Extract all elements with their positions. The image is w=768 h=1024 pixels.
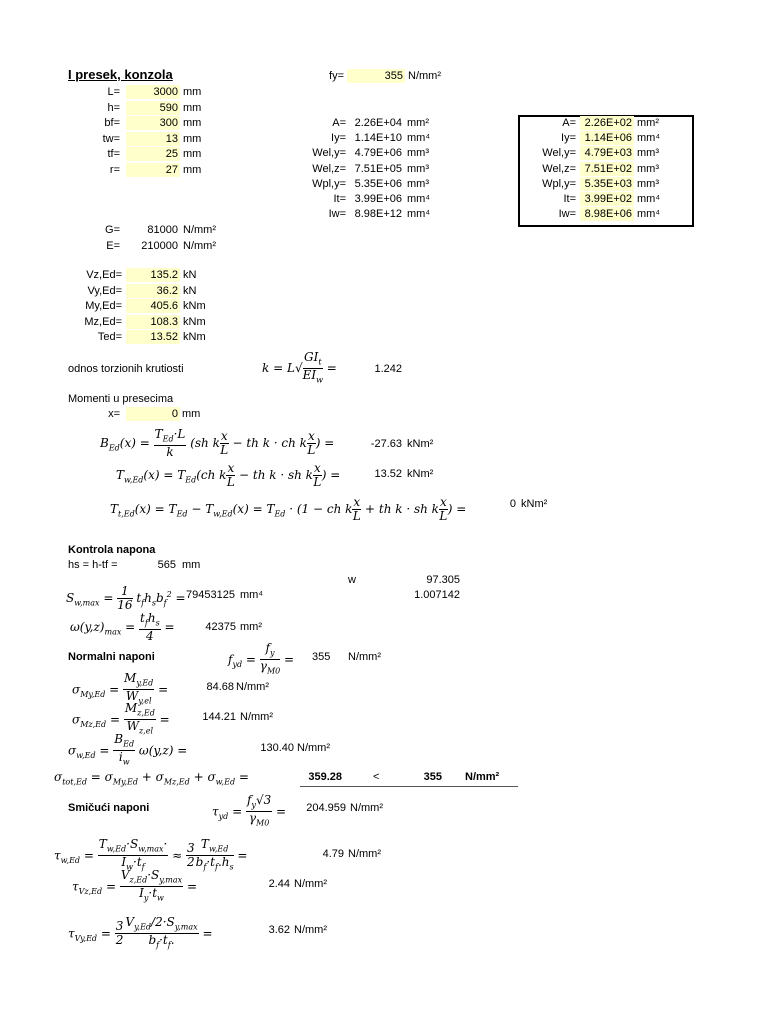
geometry-row-label: h= [107, 101, 120, 114]
sigma-mz-unit: N/mm² [240, 711, 273, 723]
property-row-value: 8.98E+12 [354, 208, 402, 221]
normal-stress-heading: Normalni naponi [68, 651, 155, 663]
scaled-property-row-label: Wel,z= [542, 162, 576, 175]
scaled-property-row-unit: mm³ [637, 162, 659, 175]
load-row-unit: kNm [183, 331, 206, 343]
torsion-value: 1.242 [374, 363, 402, 375]
geometry-row-unit: mm [183, 163, 202, 176]
load-row-value[interactable]: 405.6 [126, 299, 180, 313]
property-row-value: 4.79E+06 [354, 147, 402, 160]
x-value[interactable]: 0 [126, 407, 180, 421]
tau-w-value: 4.79 [322, 848, 344, 860]
scaled-property-row-value[interactable]: 4.79E+03 [580, 146, 634, 160]
sw-formula: $S_{w,max}$ = $\frac{1}{16}$ $t_fh_sb_f^2$ = [66, 584, 186, 612]
sigma-mz-formula: $\sigma_{Mz,Ed}$ = $\frac{M_{z,Ed}}{W_{z,el}}$ = [72, 701, 170, 736]
geometry-row-unit: mm [183, 132, 202, 145]
scaled-property-row-unit: mm³ [637, 177, 659, 190]
material-row-value: 210000 [141, 239, 178, 252]
omega-value: 42375 [205, 621, 236, 633]
total-underline [300, 786, 518, 787]
fyd-value: 355 [312, 651, 331, 663]
geometry-row-value[interactable]: 27 [126, 163, 180, 177]
fy-value[interactable]: 355 [347, 69, 405, 83]
hs-label: hs = h-tf = [68, 559, 118, 571]
stvenant-torsion-formula: $T_{t,Ed}(x) = T_{Ed} - T_{w,Ed}(x) = T_{Ed} \cdot (1$ − ch k $\frac{x}{L}$ + th k · sh k $\frac{x}{L}$ ) = [110, 495, 467, 523]
tau-vz-value: 2.44 [268, 878, 290, 890]
geometry-row-unit: mm [183, 101, 202, 114]
scaled-property-row-value[interactable]: 7.51E+02 [580, 162, 634, 176]
scaled-property-row-unit: mm³ [637, 147, 659, 160]
scaled-property-row-value[interactable]: 8.98E+06 [580, 207, 634, 221]
geometry-row-unit: mm [183, 117, 202, 129]
property-row-label: Iy= [331, 132, 346, 145]
material-row-unit: N/mm² [183, 224, 216, 236]
load-row-label: Vy,Ed= [87, 284, 122, 297]
property-row-label: Wpl,y= [312, 177, 346, 190]
property-row-unit: mm³ [407, 177, 429, 190]
scaled-property-row-value[interactable]: 3.99E+02 [580, 192, 634, 206]
material-row-label: G= [105, 224, 120, 236]
geometry-row-value[interactable]: 25 [126, 147, 180, 161]
geometry-row-value[interactable]: 3000 [126, 85, 180, 99]
geometry-row-label: tw= [102, 132, 120, 145]
load-row-value[interactable]: 135.2 [126, 268, 180, 282]
property-row-label: Iw= [328, 208, 346, 221]
load-row-label: My,Ed= [85, 300, 122, 312]
sigma-total-value: 359.28 [308, 771, 342, 783]
sigma-w-formula: $\sigma_{w,Ed}$ = $\frac{B_{Ed}}{i_w}$ ω(y,z) = [68, 732, 188, 767]
sigma-mz-value: 144.21 [202, 711, 236, 723]
moments-heading: Momenti u presecima [68, 393, 174, 405]
sigma-my-formula: $\sigma_{My,Ed}$ = $\frac{M_{y,Ed}}{W_{y,el}}$ = [72, 671, 169, 706]
geometry-row-label: bf= [104, 117, 120, 129]
tau-vy-value: 3.62 [268, 924, 290, 936]
scaled-property-row-label: Wel,y= [542, 147, 576, 160]
property-row-unit: mm² [407, 117, 429, 129]
geometry-row-label: L= [107, 86, 120, 98]
property-row-label: It= [333, 193, 346, 205]
property-row-unit: mm⁴ [407, 132, 431, 145]
tau-yd-formula: $\tau_{yd}$ = $\frac{f_y√3}{\gamma_{M0}}$ = [212, 793, 287, 828]
scaled-property-row-unit: mm⁴ [637, 193, 661, 205]
geometry-row-label: r= [109, 163, 120, 176]
extra-value: 1.007142 [414, 589, 460, 601]
hs-value: 565 [157, 559, 176, 571]
sigma-total-limit: 355 [423, 771, 442, 783]
property-row-label: Wel,y= [312, 147, 346, 160]
load-row-value[interactable]: 13.52 [126, 330, 180, 344]
warping-torsion-unit: kNm² [407, 468, 434, 480]
load-row-unit: kN [183, 284, 197, 297]
stvenant-torsion-unit: kNm² [521, 498, 548, 510]
tau-vz-unit: N/mm² [294, 878, 327, 890]
scaled-property-row-value[interactable]: 2.26E+02 [580, 116, 634, 130]
property-row-value: 5.35E+06 [354, 177, 402, 190]
fy-unit: N/mm² [408, 70, 441, 82]
property-row-unit: mm³ [407, 147, 429, 160]
load-row-value[interactable]: 36.2 [126, 284, 180, 298]
stress-heading: Kontrola napona [68, 544, 156, 556]
scaled-property-row-label: Wpl,y= [542, 177, 576, 190]
geometry-row-value[interactable]: 300 [126, 116, 180, 130]
torsion-label: odnos torzionih krutiosti [68, 363, 184, 375]
sigma-w-unit: N/mm² [297, 742, 330, 754]
sigma-total-compare: < [373, 771, 380, 783]
geometry-row-unit: mm [183, 86, 202, 98]
property-row-label: A= [332, 117, 346, 129]
load-row-unit: kNm [183, 300, 206, 312]
sigma-total-formula: $\sigma_{tot,Ed} = \sigma_{My,Ed} + \sigma_{Mz,Ed} + \sigma_{w,Ed}$ = [54, 770, 249, 787]
material-row-label: E= [106, 239, 120, 252]
omega-formula: $\omega(y,z)_{max}$ = $\frac{t_fh_s}{4}$ = [70, 611, 175, 644]
tau-vy-formula: $\tau_{Vy,Ed}$ = $\frac{3}{2}$ $\frac{V_{y,Ed}/2\cdot S_{y,max}}{b_f\cdot t_f.}$ = [68, 915, 213, 950]
sigma-my-value: 84.68 [206, 681, 234, 693]
page-title: I presek, konzola [68, 67, 173, 82]
hs-unit: mm [182, 559, 201, 571]
load-row-label: Vz,Ed= [86, 269, 122, 281]
scaled-property-row-label: Iy= [561, 132, 576, 145]
tau-vy-unit: N/mm² [294, 924, 327, 936]
geometry-row-unit: mm [183, 148, 202, 160]
omega-unit: mm² [240, 621, 262, 633]
torsion-formula: k = L√ $\frac{GI_t}{EI_w}$ = [262, 349, 337, 385]
sigma-w-value: 130.40 [260, 742, 294, 754]
tau-w-unit: N/mm² [348, 848, 381, 860]
fy-label: fy= [329, 70, 344, 82]
scaled-property-row-unit: mm² [637, 117, 659, 129]
scaled-property-row-unit: mm⁴ [637, 208, 661, 221]
sigma-my-unit: N/mm² [236, 681, 269, 693]
warping-torsion-value: 13.52 [374, 468, 402, 480]
scaled-property-row-label: It= [563, 193, 576, 205]
fyd-unit: N/mm² [348, 651, 381, 663]
load-row-unit: kNm [183, 315, 206, 328]
w-value: 97.305 [426, 574, 460, 586]
stvenant-torsion-value: 0 [509, 498, 516, 510]
geometry-row-value[interactable]: 590 [126, 101, 180, 115]
scaled-property-row-label: Iw= [558, 208, 576, 221]
scaled-property-row-label: A= [562, 117, 576, 129]
fyd-formula: $f_{yd}$ = $\frac{f_y}{\gamma_{M0}}$ = [228, 641, 295, 676]
load-row-value[interactable]: 108.3 [126, 315, 180, 329]
property-row-unit: mm⁴ [407, 208, 431, 221]
load-row-label: Mz,Ed= [84, 315, 122, 328]
w-label: w [348, 574, 356, 586]
property-row-value: 1.14E+10 [354, 132, 402, 145]
bimoment-formula: $B_{Ed}(x)$ = $\frac{T_{Ed}\cdot L}{k}$ (sh k $\frac{x}{L}$ − th k · ch k $\frac{x}{L}$ ) = [100, 427, 335, 460]
bimoment-unit: kNm² [407, 438, 434, 450]
tau-w-formula: $\tau_{w,Ed}$ = $\frac{T_{w,Ed}\cdot S_{w,max}\cdot}{I_w\cdot t_f}$ ≈ $\frac{3}{2}$ $\frac{T_{w,Ed}}{b_f\cdot t_f.h_s}$ = [54, 837, 248, 872]
property-row-value: 2.26E+04 [354, 117, 402, 129]
bimoment-value: -27.63 [370, 438, 402, 450]
property-row-unit: mm³ [407, 162, 429, 175]
x-unit: mm [182, 408, 201, 420]
material-row-value: 81000 [147, 224, 178, 236]
scaled-property-row-value[interactable]: 1.14E+06 [580, 131, 634, 145]
material-row-unit: N/mm² [183, 239, 216, 252]
scaled-property-row-value[interactable]: 5.35E+03 [580, 177, 634, 191]
property-row-value: 7.51E+05 [354, 162, 402, 175]
sw-value: 79453125 [186, 589, 235, 601]
property-row-label: Wel,z= [312, 162, 346, 175]
geometry-row-label: tf= [107, 148, 120, 160]
property-row-unit: mm⁴ [407, 193, 431, 205]
tau-yd-unit: N/mm² [350, 802, 383, 814]
warping-torsion-formula: $T_{w,Ed}(x) = T_{Ed}(ch$ k $\frac{x}{L}$ − th k · sh k $\frac{x}{L}$ ) = [116, 461, 341, 489]
sw-unit: mm⁴ [240, 589, 264, 601]
load-row-label: Ted= [97, 331, 122, 343]
load-row-unit: kN [183, 269, 197, 281]
tau-vz-formula: $\tau_{Vz,Ed}$ = $\frac{V_{z,Ed}\cdot S_{y,max}}{I_y\cdot t_w}$ = [72, 868, 198, 903]
tau-yd-value: 204.959 [306, 802, 346, 814]
scaled-property-row-unit: mm⁴ [637, 132, 661, 145]
sigma-total-unit: N/mm² [465, 771, 500, 783]
property-row-value: 3.99E+06 [354, 193, 402, 205]
shear-stress-heading: Smičući naponi [68, 802, 150, 814]
geometry-row-value[interactable]: 13 [126, 132, 180, 146]
x-label: x= [108, 408, 120, 420]
